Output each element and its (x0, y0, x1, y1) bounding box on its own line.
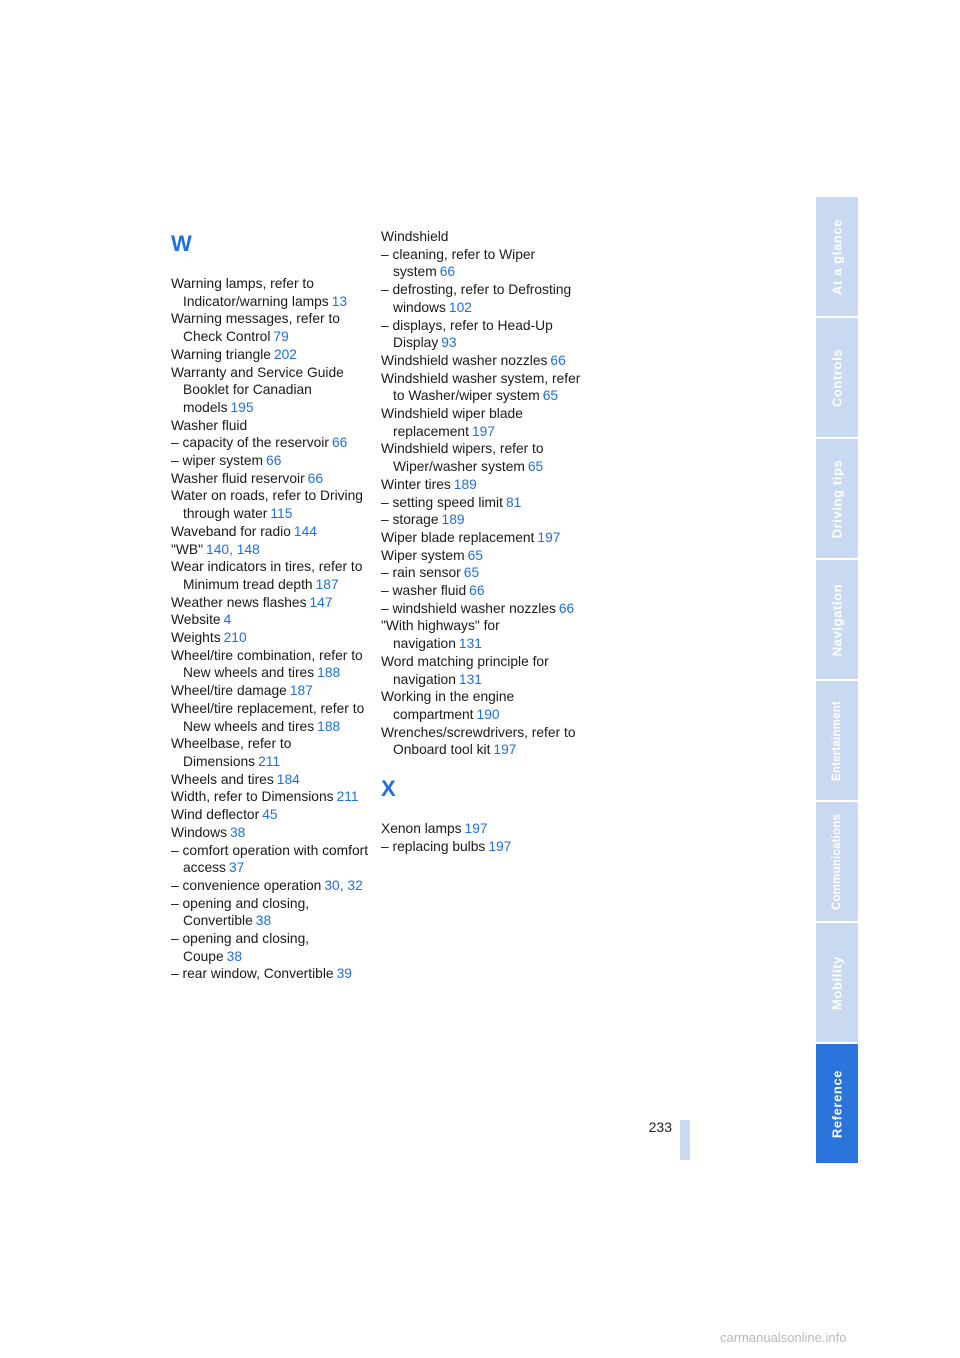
page-link[interactable]: 45 (262, 807, 278, 823)
page-link[interactable]: 65 (527, 459, 544, 475)
page-link[interactable]: 32 (347, 877, 363, 893)
tab-label: Entertainment (831, 700, 843, 781)
index-entry (381, 582, 581, 600)
index-entry (171, 877, 371, 895)
index-entry (171, 700, 371, 735)
entry-text: Windshield (381, 229, 449, 244)
entry-text: Windshield wiper blade replacement (381, 406, 523, 439)
entry-text: – replacing bulbs (381, 838, 486, 854)
page-link[interactable]: 102 (448, 299, 472, 315)
page-link[interactable]: 13 (331, 293, 348, 309)
index-entry (171, 930, 371, 965)
tab-label: At a glance (829, 218, 845, 295)
tab-communications[interactable] (816, 802, 858, 921)
page-link[interactable]: 197 (471, 423, 495, 439)
index-entry (171, 346, 371, 364)
page-link[interactable]: 197 (488, 838, 512, 854)
page-link[interactable]: 66 (266, 453, 282, 469)
tab-label: Communications (831, 813, 843, 910)
entry-text: Wheel/tire replacement, refer to New wheels and tires (171, 700, 365, 734)
tab-reference[interactable] (816, 1044, 858, 1163)
index-entry (171, 788, 371, 806)
page-link[interactable]: 188 (317, 665, 341, 681)
index-entry (381, 547, 581, 565)
tab-label: Driving tips (829, 459, 845, 538)
page-separator: , (339, 877, 348, 893)
entry-text: Weather news flashes (171, 594, 307, 610)
page-link[interactable]: 65 (542, 388, 559, 404)
page-link[interactable]: 147 (309, 594, 333, 610)
entry-text: "WB" (171, 541, 204, 557)
entry-text: Washer fluid reservoir (171, 470, 305, 486)
page-link[interactable]: 190 (476, 706, 500, 722)
index-entry (171, 682, 371, 700)
index-list-w-left (171, 275, 371, 983)
index-entry (171, 629, 371, 647)
entry-text: Xenon lamps (381, 821, 462, 837)
entry-text: Working in the engine compartment (381, 689, 515, 722)
index-column-right (381, 228, 581, 856)
index-entry (381, 246, 581, 281)
tab-label: Navigation (829, 583, 845, 656)
entry-text: Warning lamps, refer to Indicator/warning lamps (171, 276, 329, 309)
index-entry (171, 487, 371, 522)
index-entry (381, 476, 581, 494)
page-link[interactable]: 30 (324, 877, 340, 893)
page-link[interactable]: 187 (289, 683, 313, 699)
page-link[interactable]: 197 (537, 529, 561, 545)
watermark: carmanualsonline.info (720, 1330, 847, 1345)
entry-text: Wheel/tire combination, refer to New wheels and tires (171, 647, 363, 681)
page-link[interactable]: 197 (464, 821, 488, 837)
entry-text: – washer fluid (381, 583, 467, 599)
entry-text: Wheelbase, refer to Dimensions (171, 736, 292, 769)
index-entry (171, 417, 371, 435)
page-link[interactable]: 38 (226, 948, 243, 964)
entry-text: Windshield washer nozzles (381, 352, 548, 368)
entry-text: Wheel/tire damage (171, 683, 287, 699)
index-entry (171, 470, 371, 488)
entry-text: Word matching principle for navigation (381, 653, 549, 687)
page-link[interactable]: 79 (273, 329, 289, 345)
entry-text: – convenience operation (171, 877, 322, 893)
entry-text: – capacity of the reservoir (171, 435, 329, 451)
index-entry (171, 647, 371, 682)
entry-text: Warning triangle (171, 346, 271, 362)
tab-at-a-glance[interactable] (816, 197, 858, 316)
entry-text: – setting speed limit (381, 494, 503, 510)
index-entry (381, 564, 581, 582)
tab-entertainment[interactable] (816, 681, 858, 800)
page-link[interactable]: 195 (230, 399, 254, 415)
entry-text: Windows (171, 824, 227, 840)
index-list-w-right (381, 228, 581, 759)
index-entry (381, 511, 581, 529)
index-entry (381, 653, 581, 688)
page-link[interactable]: 188 (317, 718, 341, 734)
entry-text: Winter tires (381, 476, 451, 492)
page-link[interactable]: 66 (307, 470, 324, 486)
index-entry (381, 317, 581, 352)
page-link[interactable]: 66 (439, 264, 456, 280)
index-entry (381, 440, 581, 475)
page-link[interactable]: 189 (453, 476, 477, 492)
index-entry (171, 735, 371, 770)
page-link[interactable]: 93 (441, 335, 457, 351)
index-entry (381, 617, 581, 652)
entry-text: – opening and closing, Coupe (171, 931, 310, 964)
index-entry (381, 370, 581, 405)
index-entry (171, 310, 371, 345)
page-link[interactable]: 197 (493, 742, 517, 758)
page-link[interactable]: 38 (255, 913, 272, 929)
entry-text: Washer fluid (171, 417, 248, 433)
index-entry (381, 838, 581, 856)
index-entry (171, 275, 371, 310)
index-entry (381, 724, 581, 759)
page-link[interactable]: 184 (276, 771, 300, 787)
tab-navigation[interactable] (816, 560, 858, 679)
index-entry (171, 523, 371, 541)
entry-text: – windshield washer nozzles (381, 600, 556, 616)
index-entry (381, 820, 581, 838)
entry-text: Windshield wipers, refer to Wiper/washer system (381, 441, 544, 475)
section-letter-x: X (381, 776, 396, 802)
entry-text: – defrosting, refer to Defrosting windows (381, 282, 572, 315)
index-entry (171, 434, 371, 452)
page-link[interactable]: 38 (229, 824, 246, 840)
page-link[interactable]: 37 (228, 860, 245, 876)
entry-text: Wiper system (381, 547, 465, 563)
entry-text: Warranty and Service Guide Booklet for Canadian models (171, 364, 344, 415)
page-link[interactable]: 148 (236, 541, 260, 557)
tab-label: Mobility (829, 955, 845, 1010)
index-entry (171, 364, 371, 417)
entry-text: – storage (381, 512, 439, 528)
index-entry (381, 228, 581, 246)
page-link[interactable]: 66 (331, 435, 348, 451)
entry-text: Warning messages, refer to Check Control (171, 311, 340, 345)
page-link[interactable]: 144 (293, 523, 317, 539)
entry-text: – rear window, Convertible (171, 966, 334, 982)
page-link[interactable]: 66 (550, 352, 566, 368)
index-entry (171, 965, 371, 983)
entry-text: Wind deflector (171, 807, 260, 823)
index-entry (171, 824, 371, 842)
entry-text: Water on roads, refer to Driving through water (171, 488, 363, 522)
page-link[interactable]: 131 (458, 636, 482, 652)
index-list-x (381, 820, 581, 855)
page-link[interactable]: 210 (223, 630, 247, 646)
entry-text: – cleaning, refer to Wiper system (381, 246, 536, 280)
entry-text: Weights (171, 630, 221, 646)
index-column-left (171, 228, 371, 983)
index-entry (171, 611, 371, 629)
index-entry (381, 688, 581, 723)
index-entry (171, 895, 371, 930)
index-entry (381, 352, 581, 370)
index-entry (381, 494, 581, 512)
index-entry (381, 281, 581, 316)
entry-text: – displays, refer to Head-Up Display (381, 317, 553, 351)
index-entry (171, 452, 371, 470)
page-link[interactable]: 211 (258, 753, 281, 769)
entry-text: Wrenches/screwdrivers, refer to Onboard tool kit (381, 724, 576, 758)
entry-text: Width, refer to Dimensions (171, 789, 334, 805)
tab-mobility[interactable] (816, 923, 858, 1042)
entry-text: Wear indicators in tires, refer to Minimum tread depth (171, 559, 363, 592)
entry-text: Wiper blade replacement (381, 529, 535, 545)
section-letter-w: W (171, 231, 192, 256)
index-entry (171, 842, 371, 877)
page-link[interactable]: 66 (558, 600, 575, 616)
tab-label: Reference (829, 1069, 845, 1138)
entry-text: – comfort operation with comfort access (171, 842, 369, 876)
entry-text: Wheels and tires (171, 771, 274, 787)
entry-text: Waveband for radio (171, 523, 291, 539)
page-link[interactable]: 65 (463, 565, 480, 581)
page-link[interactable]: 81 (505, 494, 522, 510)
page-link[interactable]: 66 (469, 583, 485, 599)
index-entry (171, 541, 371, 559)
tab-controls[interactable] (816, 318, 858, 437)
page-separator: , (229, 541, 237, 557)
index-entry (381, 405, 581, 440)
index-entry (171, 594, 371, 612)
page-number: 233 (648, 1119, 672, 1135)
page-link[interactable]: 187 (315, 576, 339, 592)
page-link[interactable]: 211 (336, 789, 359, 805)
index-entry (381, 600, 581, 618)
page-link[interactable]: 202 (273, 346, 297, 362)
entry-text: "With highways" for navigation (381, 618, 500, 652)
entry-text: – wiper system (171, 453, 264, 469)
entry-text: – rain sensor (381, 565, 461, 581)
index-entry (381, 529, 581, 547)
entry-text: Windshield washer system, refer to Washer/wiper system (381, 370, 581, 404)
page-link[interactable]: 65 (467, 547, 483, 563)
page-link[interactable]: 131 (458, 671, 482, 687)
page-link[interactable]: 189 (441, 512, 465, 528)
entry-text: – opening and closing, Convertible (171, 895, 310, 929)
page-number-bar (680, 1120, 690, 1160)
page-link[interactable]: 140 (206, 541, 230, 557)
page-link[interactable]: 4 (223, 612, 232, 628)
index-entry (171, 771, 371, 789)
index-entry (171, 806, 371, 824)
page-link[interactable]: 39 (336, 966, 352, 982)
tab-driving-tips[interactable] (816, 439, 858, 558)
index-entry (171, 558, 371, 593)
entry-text: Website (171, 612, 221, 628)
tab-label: Controls (829, 348, 845, 407)
page-link[interactable]: 115 (270, 506, 293, 522)
